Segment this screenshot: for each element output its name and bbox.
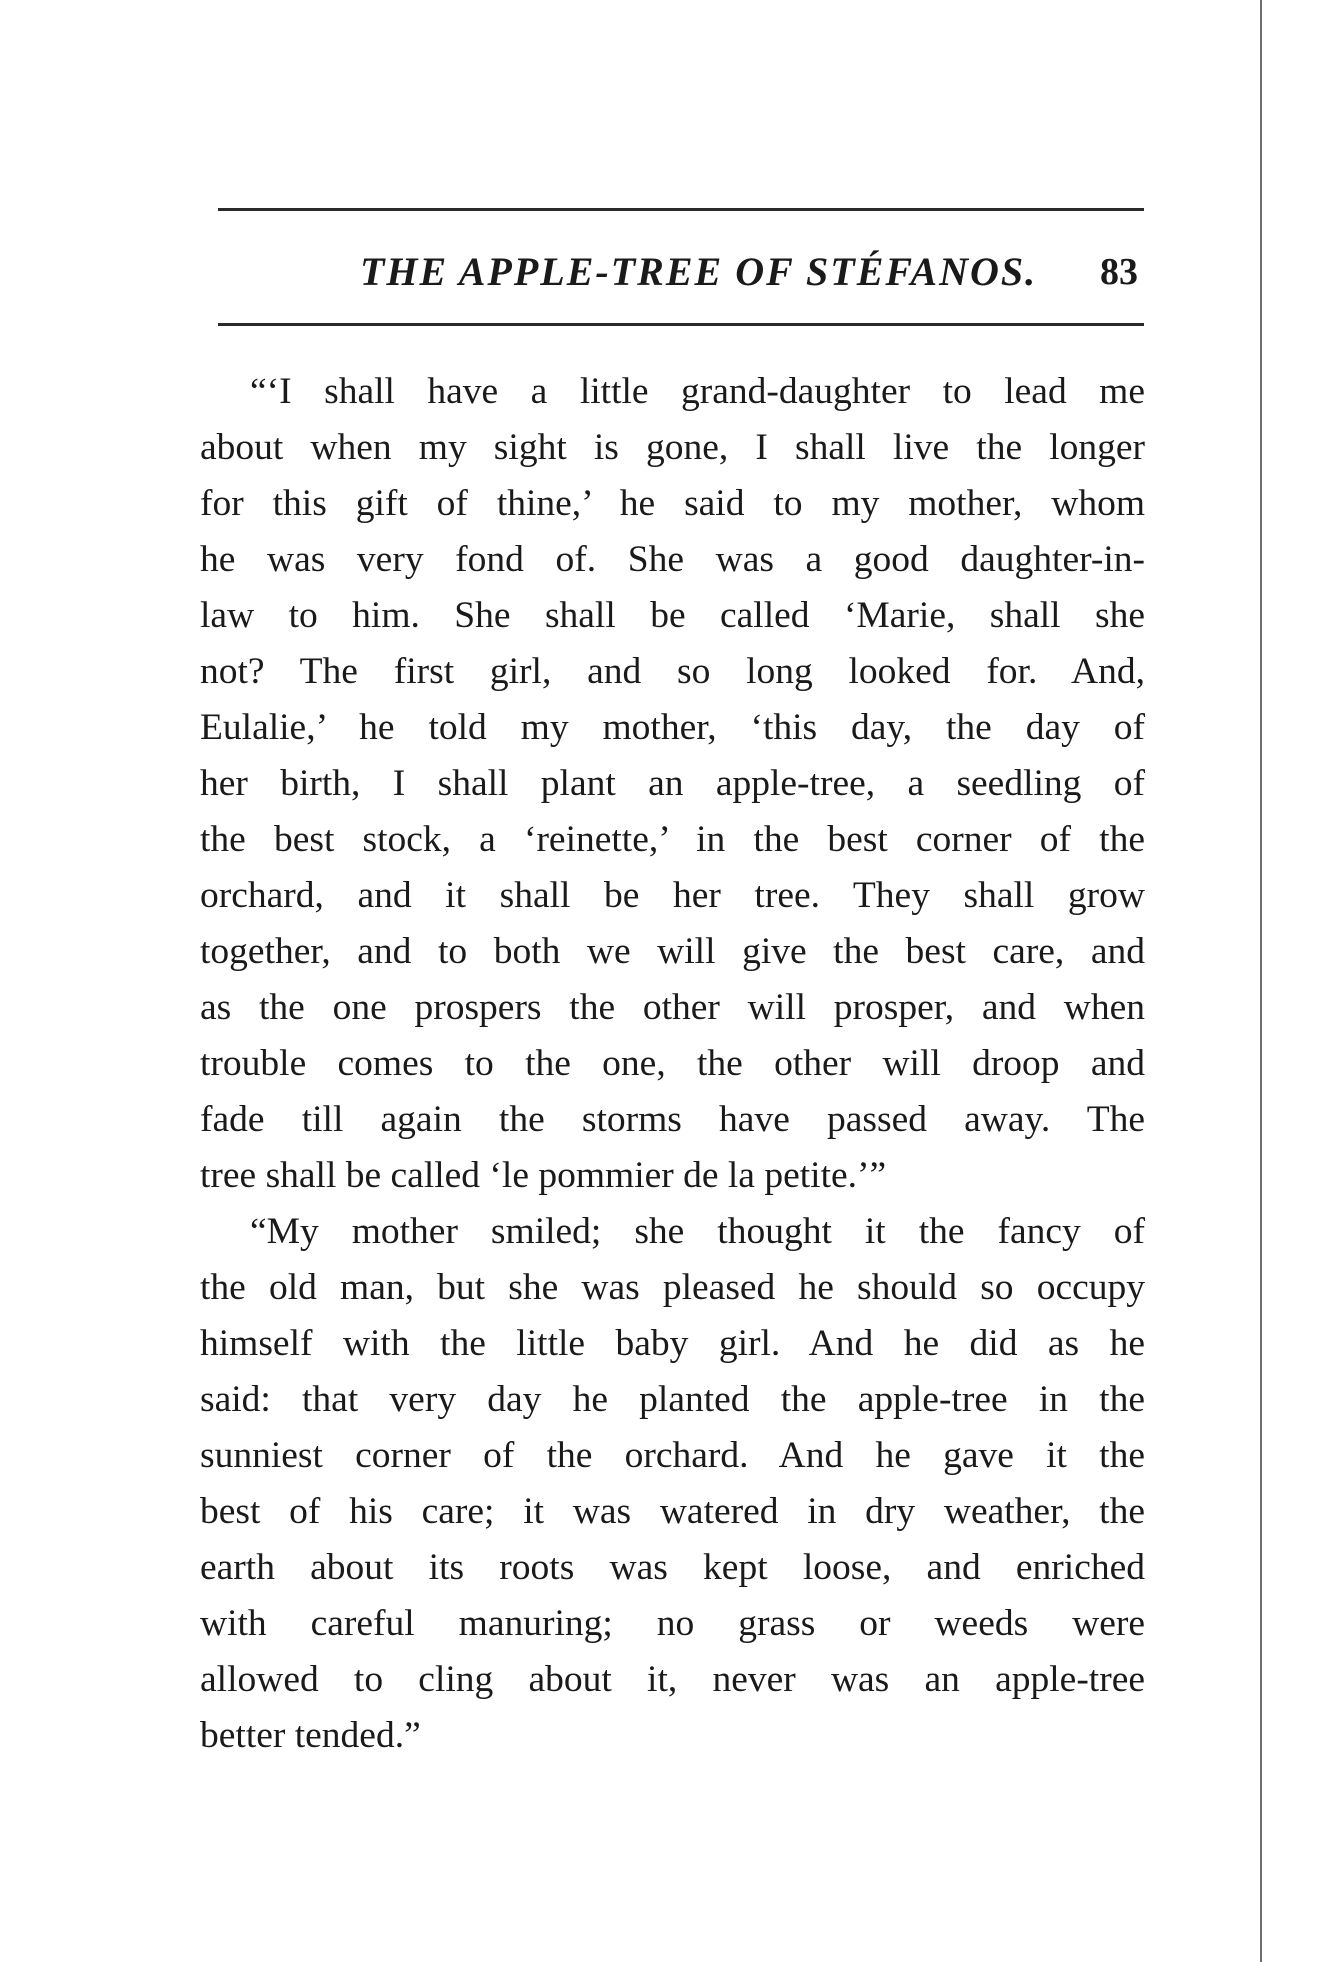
text-line: earth about its roots was kept loose, and enriched <box>200 1547 1145 1588</box>
text-line: with careful manuring; no grass or weeds were <box>200 1603 1145 1644</box>
text-line: Eulalie,’ he told my mother, ‘this day, the day of <box>200 707 1145 748</box>
text-line: together, and to both we will give the best care, and <box>200 931 1145 972</box>
header-rule-bottom <box>218 323 1144 326</box>
page-number: 83 <box>1100 251 1138 293</box>
text-line: for this gift of thine,’ he said to my mother, whom <box>200 483 1145 524</box>
text-line: best of his care; it was watered in dry weather, the <box>200 1491 1145 1532</box>
header-rule-top <box>218 208 1144 211</box>
text-line: not? The first girl, and so long looked for. And, <box>200 651 1145 692</box>
text-line: her birth, I shall plant an apple-tree, a seedling of <box>200 763 1145 804</box>
text-line: as the one prospers the other will prosper, and when <box>200 987 1145 1028</box>
text-line: “‘I shall have a little grand-daughter to lead me <box>250 371 1145 412</box>
text-line: himself with the little baby girl. And he did as he <box>200 1323 1145 1364</box>
text-line: the old man, but she was pleased he should so occupy <box>200 1267 1145 1308</box>
body-text <box>200 364 1145 1764</box>
running-head <box>218 248 1144 304</box>
page-edge-line <box>1260 0 1262 1962</box>
text-line: sunniest corner of the orchard. And he gave it the <box>200 1435 1145 1476</box>
text-line: allowed to cling about it, never was an apple-tree <box>200 1659 1145 1700</box>
text-line: the best stock, a ‘reinette,’ in the best corner of the <box>200 819 1145 860</box>
text-line: about when my sight is gone, I shall live the longer <box>200 427 1145 468</box>
text-line: orchard, and it shall be her tree. They shall grow <box>200 875 1145 916</box>
text-line: “My mother smiled; she thought it the fancy of <box>250 1211 1145 1252</box>
running-title: THE APPLE-TREE OF STÉFANOS. <box>360 249 1038 294</box>
text-line: he was very fond of. She was a good daughter-in- <box>200 539 1145 580</box>
text-line: better tended.” <box>200 1715 421 1756</box>
text-line: tree shall be called ‘le pommier de la petite.’” <box>200 1155 887 1196</box>
text-line: fade till again the storms have passed away. The <box>200 1099 1145 1140</box>
text-line: said: that very day he planted the apple-tree in the <box>200 1379 1145 1420</box>
text-line: law to him. She shall be called ‘Marie, shall she <box>200 595 1145 636</box>
text-line: trouble comes to the one, the other will droop and <box>200 1043 1145 1084</box>
